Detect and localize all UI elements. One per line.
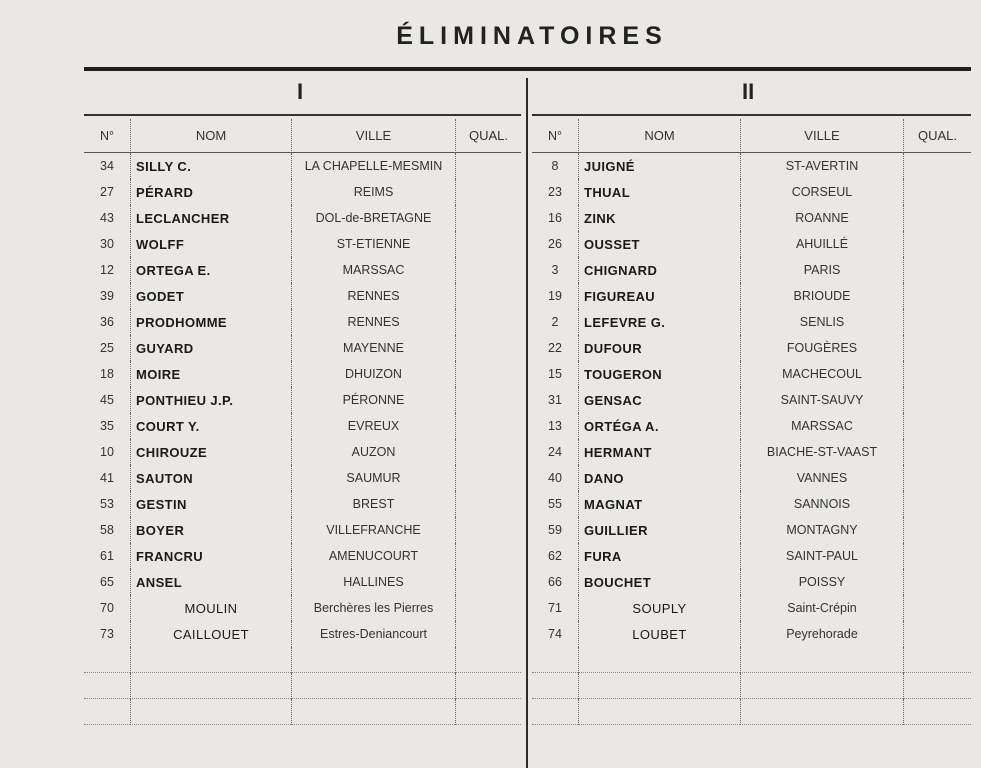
blank-cell [130, 647, 291, 673]
player-name: THUAL [578, 179, 740, 205]
player-number: 16 [548, 211, 562, 225]
player-town: FOUGÈRES [740, 335, 903, 361]
qualification-cell [455, 595, 521, 621]
player-number: 55 [548, 497, 562, 511]
qualification-cell [455, 621, 521, 647]
header-nom: NOM [578, 119, 740, 153]
player-town: ROANNE [740, 205, 903, 231]
table-row [532, 257, 971, 283]
player-number: 45 [100, 393, 114, 407]
player-number: 53 [100, 497, 114, 511]
player-name: GUILLIER [578, 517, 740, 543]
blank-cell [578, 647, 740, 673]
qualification-cell [903, 465, 971, 491]
qualification-cell [903, 257, 971, 283]
player-name: OUSSET [578, 231, 740, 257]
qualification-cell [903, 491, 971, 517]
player-name: MOULIN [130, 595, 291, 621]
player-number: 58 [100, 523, 114, 537]
group-two-header-row [532, 119, 971, 153]
table-row [532, 231, 971, 257]
player-number: 3 [551, 263, 559, 277]
table-row [532, 491, 971, 517]
table-row [84, 205, 521, 231]
header-num: N° [532, 119, 578, 153]
qualification-cell [903, 543, 971, 569]
player-town: DOL-de-BRETAGNE [291, 205, 455, 231]
table-row [84, 335, 521, 361]
blank-cell [532, 673, 578, 699]
player-town: PARIS [740, 257, 903, 283]
player-town: EVREUX [291, 413, 455, 439]
blank-cell [903, 699, 971, 725]
table-row [532, 153, 971, 179]
qualification-cell [455, 205, 521, 231]
player-town: SAINT-PAUL [740, 543, 903, 569]
player-town: Estres-Deniancourt [291, 621, 455, 647]
player-town: REIMS [291, 179, 455, 205]
player-name: ORTÉGA A. [578, 413, 740, 439]
blank-cell [84, 699, 130, 725]
player-name: ZINK [578, 205, 740, 231]
table-row [84, 231, 521, 257]
player-number: 41 [100, 471, 114, 485]
table-row [84, 179, 521, 205]
player-town: ST-AVERTIN [740, 153, 903, 179]
player-name: SOUPLY [578, 595, 740, 621]
player-number: 19 [548, 289, 562, 303]
blank-cell [84, 673, 130, 699]
player-name: GUYARD [130, 335, 291, 361]
table-row [532, 517, 971, 543]
header-ville: VILLE [740, 119, 903, 153]
player-town: POISSY [740, 569, 903, 595]
player-number: 40 [548, 471, 562, 485]
player-name: JUIGNÉ [578, 153, 740, 179]
blank-cell [903, 647, 971, 673]
table-row [532, 309, 971, 335]
table-row [532, 543, 971, 569]
blank-cell [903, 673, 971, 699]
player-number: 25 [100, 341, 114, 355]
table-row [532, 595, 971, 621]
player-number: 61 [100, 549, 114, 563]
player-name: CHIGNARD [578, 257, 740, 283]
player-name: DANO [578, 465, 740, 491]
table-row [532, 179, 971, 205]
player-town: BIACHE-ST-VAAST [740, 439, 903, 465]
player-town: CORSEUL [740, 179, 903, 205]
group-two-table [532, 119, 971, 725]
blank-row [84, 673, 521, 699]
qualification-cell [903, 205, 971, 231]
player-name: FRANCRU [130, 543, 291, 569]
player-name: CHIROUZE [130, 439, 291, 465]
player-name: ORTEGA E. [130, 257, 291, 283]
player-name: ANSEL [130, 569, 291, 595]
player-name: FIGUREAU [578, 283, 740, 309]
table-row [532, 283, 971, 309]
table-row [532, 621, 971, 647]
player-town: Saint-Crépin [740, 595, 903, 621]
player-number: 10 [100, 445, 114, 459]
player-town: MACHECOUL [740, 361, 903, 387]
player-number: 2 [551, 315, 559, 329]
page-title: ÉLIMINATOIRES [396, 22, 668, 50]
player-number: 43 [100, 211, 114, 225]
qualification-cell [903, 309, 971, 335]
player-number: 13 [548, 419, 562, 433]
header-qual: QUAL. [455, 119, 521, 153]
player-name: CAILLOUET [130, 621, 291, 647]
qualification-cell [903, 283, 971, 309]
header-nom: NOM [130, 119, 291, 153]
qualification-cell [455, 387, 521, 413]
header-num: N° [84, 119, 130, 153]
table-row [532, 387, 971, 413]
player-number: 12 [100, 263, 114, 277]
table-row [532, 465, 971, 491]
player-name: LOUBET [578, 621, 740, 647]
player-number: 71 [548, 601, 562, 615]
player-name: WOLFF [130, 231, 291, 257]
blank-cell [455, 673, 521, 699]
player-name: GENSAC [578, 387, 740, 413]
player-town: SANNOIS [740, 491, 903, 517]
blank-row [84, 647, 521, 673]
player-number: 66 [548, 575, 562, 589]
player-name: GODET [130, 283, 291, 309]
player-town: Berchères les Pierres [291, 595, 455, 621]
table-row [84, 283, 521, 309]
blank-cell [578, 673, 740, 699]
blank-row [532, 673, 971, 699]
group-one-label: I [297, 79, 304, 104]
player-number: 74 [548, 627, 562, 641]
player-number: 65 [100, 575, 114, 589]
player-number: 36 [100, 315, 114, 329]
blank-cell [532, 647, 578, 673]
blank-cell [291, 673, 455, 699]
player-town: MARSSAC [740, 413, 903, 439]
player-number: 31 [548, 393, 562, 407]
blank-row [532, 647, 971, 673]
player-town: MARSSAC [291, 257, 455, 283]
qualification-cell [455, 231, 521, 257]
blank-row [84, 699, 521, 725]
qualification-cell [455, 153, 521, 179]
qualification-cell [455, 543, 521, 569]
table-row [84, 543, 521, 569]
player-town: VANNES [740, 465, 903, 491]
player-number: 15 [548, 367, 562, 381]
blank-row [532, 699, 971, 725]
group-divider [526, 78, 528, 768]
player-name: BOUCHET [578, 569, 740, 595]
player-town: SAUMUR [291, 465, 455, 491]
player-town: MAYENNE [291, 335, 455, 361]
player-town: AHUILLÉ [740, 231, 903, 257]
group-one-table [84, 119, 521, 725]
player-town: MONTAGNY [740, 517, 903, 543]
title-rule [84, 67, 971, 71]
qualification-cell [455, 283, 521, 309]
table-row [532, 205, 971, 231]
table-row [84, 569, 521, 595]
qualification-cell [455, 257, 521, 283]
blank-cell [740, 699, 903, 725]
table-row [84, 153, 521, 179]
table-row [84, 413, 521, 439]
player-town: VILLEFRANCHE [291, 517, 455, 543]
player-name: HERMANT [578, 439, 740, 465]
qualification-cell [455, 413, 521, 439]
blank-cell [455, 647, 521, 673]
player-name: DUFOUR [578, 335, 740, 361]
qualification-cell [903, 517, 971, 543]
header-qual: QUAL. [903, 119, 971, 153]
player-number: 70 [100, 601, 114, 615]
blank-cell [532, 699, 578, 725]
qualification-cell [455, 569, 521, 595]
player-name: PRODHOMME [130, 309, 291, 335]
qualification-cell [903, 595, 971, 621]
player-town: HALLINES [291, 569, 455, 595]
player-town: ST-ETIENNE [291, 231, 455, 257]
player-name: BOYER [130, 517, 291, 543]
table-row [84, 517, 521, 543]
table-row [84, 387, 521, 413]
player-town: Peyrehorade [740, 621, 903, 647]
table-row [532, 361, 971, 387]
player-town: LA CHAPELLE-MESMIN [291, 153, 455, 179]
player-name: LEFEVRE G. [578, 309, 740, 335]
qualification-cell [455, 465, 521, 491]
player-number: 62 [548, 549, 562, 563]
table-row [532, 439, 971, 465]
player-number: 22 [548, 341, 562, 355]
player-name: MAGNAT [578, 491, 740, 517]
player-name: PONTHIEU J.P. [130, 387, 291, 413]
qualification-cell [455, 361, 521, 387]
player-name: COURT Y. [130, 413, 291, 439]
group-one-header-row [84, 119, 521, 153]
qualification-cell [903, 413, 971, 439]
qualification-cell [455, 179, 521, 205]
blank-cell [455, 699, 521, 725]
player-number: 39 [100, 289, 114, 303]
table-row [84, 309, 521, 335]
player-number: 23 [548, 185, 562, 199]
blank-cell [291, 699, 455, 725]
blank-cell [84, 647, 130, 673]
table-row [84, 439, 521, 465]
group-one-rule [84, 114, 521, 116]
table-row [84, 257, 521, 283]
qualification-cell [455, 439, 521, 465]
player-name: GESTIN [130, 491, 291, 517]
player-town: BREST [291, 491, 455, 517]
qualification-cell [903, 335, 971, 361]
table-row [84, 621, 521, 647]
player-number: 73 [100, 627, 114, 641]
player-number: 30 [100, 237, 114, 251]
qualification-cell [455, 517, 521, 543]
qualification-cell [455, 491, 521, 517]
player-town: PÉRONNE [291, 387, 455, 413]
player-town: RENNES [291, 309, 455, 335]
player-town: SENLIS [740, 309, 903, 335]
player-name: TOUGERON [578, 361, 740, 387]
group-two-label: II [742, 79, 755, 104]
table-row [84, 465, 521, 491]
blank-cell [740, 647, 903, 673]
player-name: SAUTON [130, 465, 291, 491]
qualification-cell [903, 387, 971, 413]
group-two-rule [532, 114, 971, 116]
player-town: DHUIZON [291, 361, 455, 387]
player-number: 24 [548, 445, 562, 459]
blank-cell [578, 699, 740, 725]
blank-cell [740, 673, 903, 699]
player-town: AUZON [291, 439, 455, 465]
player-town: AMENUCOURT [291, 543, 455, 569]
qualification-cell [455, 309, 521, 335]
player-name: SILLY C. [130, 153, 291, 179]
blank-cell [130, 673, 291, 699]
table-row [532, 569, 971, 595]
player-number: 26 [548, 237, 562, 251]
qualification-cell [903, 621, 971, 647]
qualification-cell [903, 179, 971, 205]
player-town: RENNES [291, 283, 455, 309]
player-town: SAINT-SAUVY [740, 387, 903, 413]
player-name: PÉRARD [130, 179, 291, 205]
table-row [84, 595, 521, 621]
player-name: MOIRE [130, 361, 291, 387]
player-name: FURA [578, 543, 740, 569]
player-town: BRIOUDE [740, 283, 903, 309]
player-number: 18 [100, 367, 114, 381]
header-ville: VILLE [291, 119, 455, 153]
qualification-cell [903, 231, 971, 257]
qualification-cell [903, 361, 971, 387]
table-row [84, 361, 521, 387]
qualification-cell [903, 153, 971, 179]
blank-cell [130, 699, 291, 725]
table-row [84, 491, 521, 517]
qualification-cell [455, 335, 521, 361]
player-number: 35 [100, 419, 114, 433]
blank-cell [291, 647, 455, 673]
player-number: 34 [100, 159, 114, 173]
table-row [532, 335, 971, 361]
table-row [532, 413, 971, 439]
qualification-cell [903, 569, 971, 595]
qualification-cell [903, 439, 971, 465]
player-number: 8 [551, 159, 559, 173]
player-number: 27 [100, 185, 114, 199]
player-name: LECLANCHER [130, 205, 291, 231]
player-number: 59 [548, 523, 562, 537]
